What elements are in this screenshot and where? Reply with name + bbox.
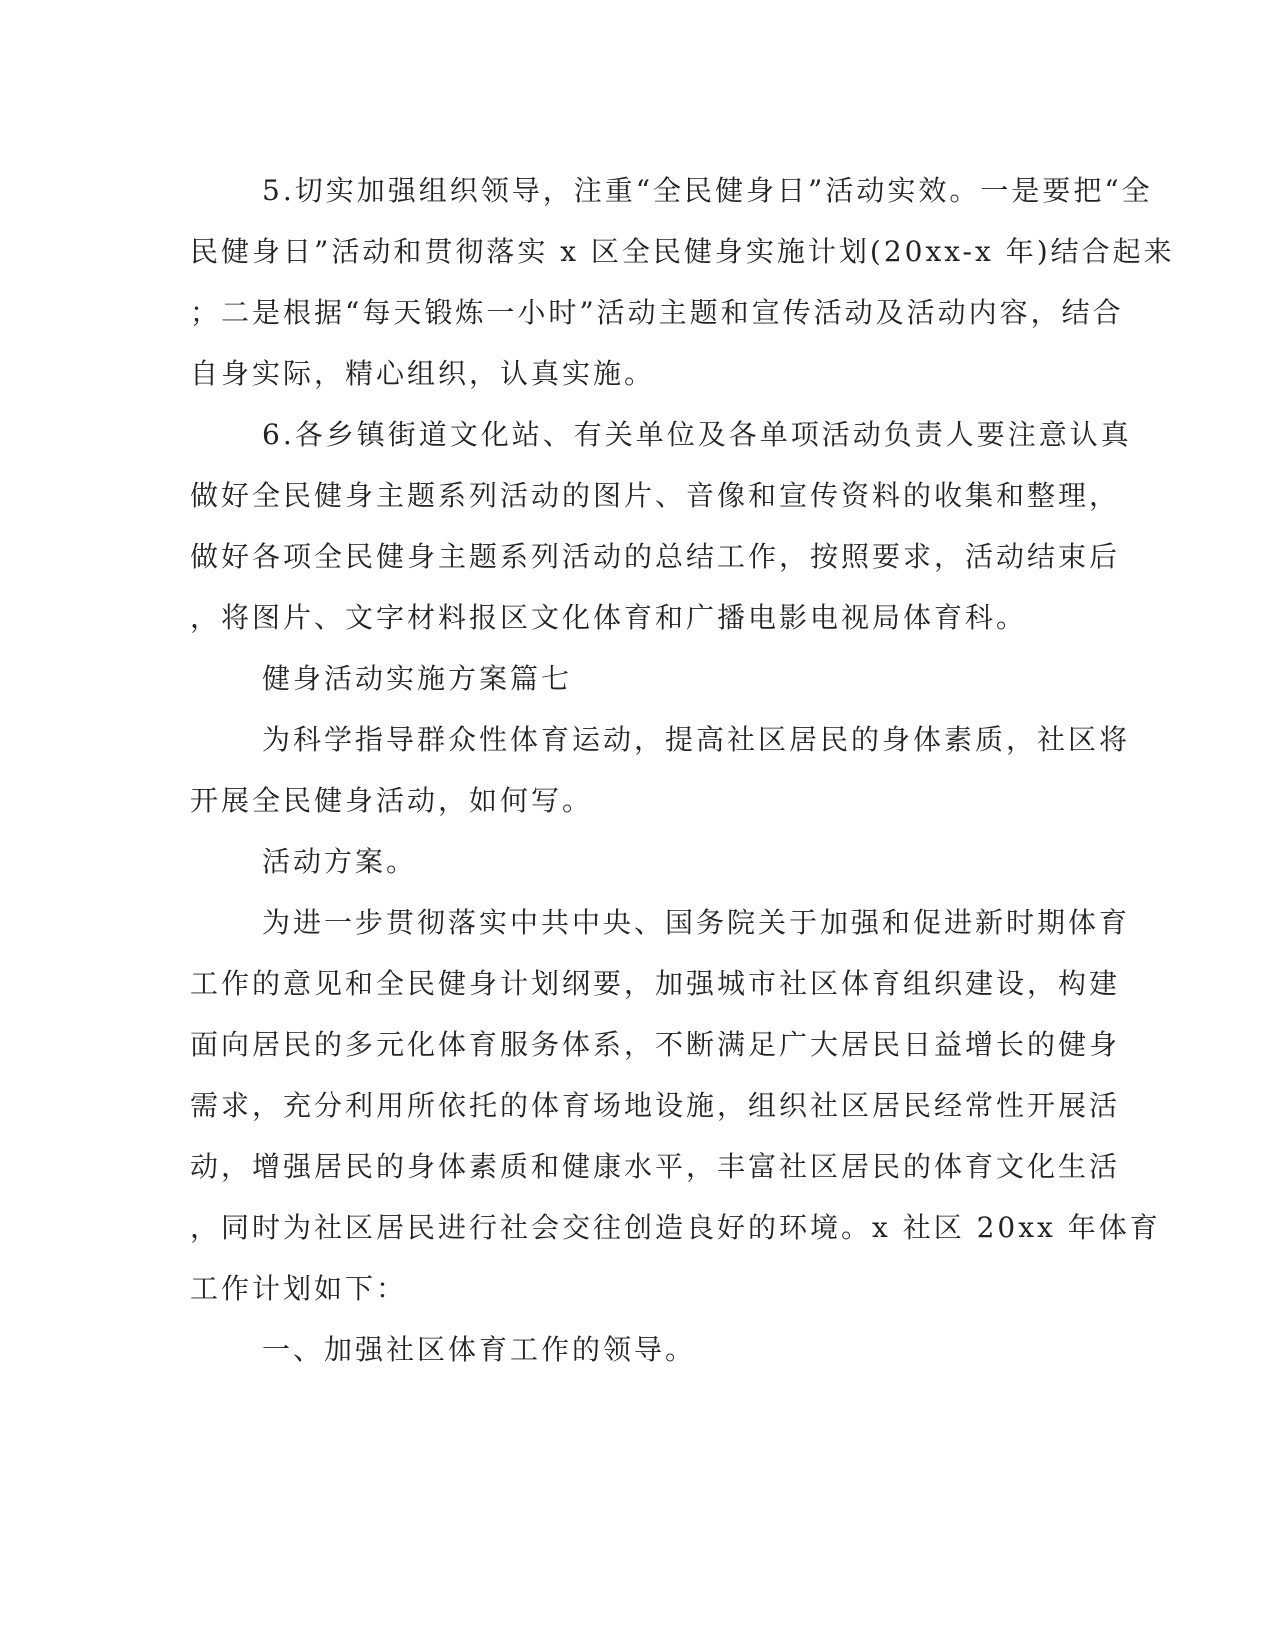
plan-paragraph-line-2: 工作的意见和全民健身计划纲要，加强城市社区体育组织建设，构建 bbox=[190, 967, 1121, 1000]
plan-paragraph-line-7: 工作计划如下： bbox=[190, 1272, 408, 1305]
paragraph-5-line-3: ；二是根据“每天锻炼一小时”活动主题和宣传活动及活动内容，结合 bbox=[190, 296, 1124, 329]
paragraph-5-line-1: 5.切实加强组织领导，注重“全民健身日”活动实效。一是要把“全 bbox=[262, 174, 1153, 207]
plan-paragraph-line-1: 为进一步贯彻落实中共中央、国务院关于加强和促进新时期体育 bbox=[262, 906, 1131, 939]
paragraph-6-line-1: 6.各乡镇街道文化站、有关单位及各单项活动负责人要注意认真 bbox=[262, 418, 1132, 451]
paragraph-5-line-2: 民健身日”活动和贯彻落实 x 区全民健身实施计划(20xx-x 年)结合起来 bbox=[190, 235, 1175, 268]
section-heading: 健身活动实施方案篇七 bbox=[262, 662, 573, 695]
activity-plan-label: 活动方案。 bbox=[262, 845, 418, 878]
plan-paragraph-line-6: ，同时为社区居民进行社会交往创造良好的环境。x 社区 20xx 年体育 bbox=[190, 1211, 1161, 1244]
plan-paragraph-line-4: 需求，充分利用所依托的体育场地设施，组织社区居民经常性开展活 bbox=[190, 1089, 1121, 1122]
paragraph-6-line-2: 做好全民健身主题系列活动的图片、音像和宣传资料的收集和整理， bbox=[190, 479, 1121, 512]
intro-paragraph-line-2: 开展全民健身活动，如何写。 bbox=[190, 784, 594, 817]
intro-paragraph-line-1: 为科学指导群众性体育运动，提高社区居民的身体素质，社区将 bbox=[262, 723, 1131, 756]
paragraph-6-line-4: ，将图片、文字材料报区文化体育和广播电影电视局体育科。 bbox=[190, 601, 1028, 634]
plan-paragraph-line-3: 面向居民的多元化体育服务体系，不断满足广大居民日益增长的健身 bbox=[190, 1028, 1121, 1061]
plan-paragraph-line-5: 动，增强居民的身体素质和健康水平，丰富社区居民的体育文化生活 bbox=[190, 1150, 1121, 1183]
section-one-heading: 一、加强社区体育工作的领导。 bbox=[262, 1333, 697, 1366]
document-body bbox=[190, 160, 1175, 1380]
paragraph-6-line-3: 做好各项全民健身主题系列活动的总结工作，按照要求，活动结束后 bbox=[190, 540, 1121, 573]
paragraph-5-line-4: 自身实际，精心组织，认真实施。 bbox=[190, 357, 656, 390]
